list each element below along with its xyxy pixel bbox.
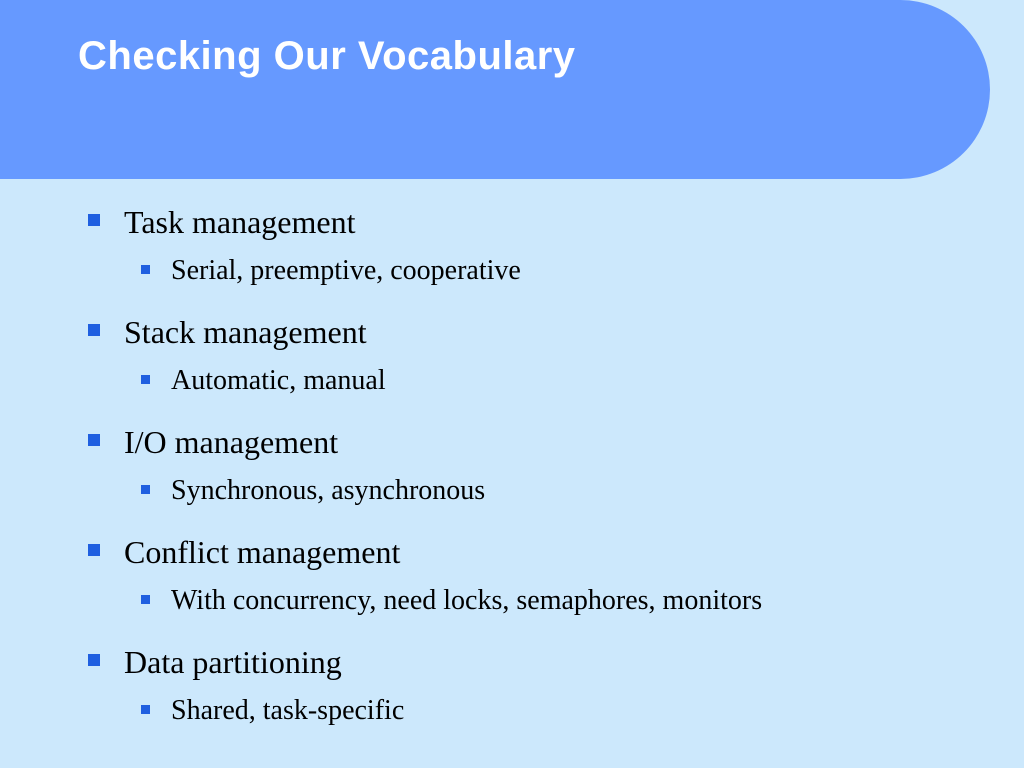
bullet-level-2 [141, 251, 988, 291]
list-item [88, 530, 988, 640]
bullet-level-2 [141, 361, 988, 401]
bullet-level-1 [88, 420, 988, 464]
bullet-list [88, 200, 988, 750]
square-bullet-icon [88, 434, 100, 446]
bullet-level-2 [141, 581, 988, 621]
bullet-text: Data partitioning [124, 643, 342, 680]
square-bullet-icon [141, 265, 150, 274]
bullet-level-1 [88, 530, 988, 574]
square-bullet-icon [141, 375, 150, 384]
bullet-level-1 [88, 310, 988, 354]
sub-bullet-text: Synchronous, asynchronous [171, 475, 486, 506]
sub-bullet-text: With concurrency, need locks, semaphores, monitors [171, 585, 763, 616]
square-bullet-icon [88, 654, 100, 666]
square-bullet-icon [141, 485, 150, 494]
bullet-text: I/O management [124, 423, 339, 460]
sub-bullet-text: Shared, task-specific [171, 695, 405, 726]
title-banner [0, 0, 990, 179]
bullet-text: Task management [124, 203, 356, 240]
list-item [88, 200, 988, 310]
square-bullet-icon [88, 214, 100, 226]
list-item [88, 640, 988, 750]
bullet-level-1 [88, 200, 988, 244]
list-item [88, 310, 988, 420]
square-bullet-icon [88, 324, 100, 336]
bullet-level-2 [141, 691, 988, 731]
bullet-level-2 [141, 471, 988, 511]
bullet-text: Stack management [124, 313, 367, 350]
square-bullet-icon [141, 595, 150, 604]
sub-bullet-text: Automatic, manual [171, 365, 386, 396]
list-item [88, 420, 988, 530]
square-bullet-icon [88, 544, 100, 556]
bullet-level-1 [88, 640, 988, 684]
bullet-text: Conflict management [124, 533, 401, 570]
sub-bullet-text: Serial, preemptive, cooperative [171, 255, 521, 286]
slide-title: Checking Our Vocabulary [78, 34, 576, 78]
square-bullet-icon [141, 705, 150, 714]
